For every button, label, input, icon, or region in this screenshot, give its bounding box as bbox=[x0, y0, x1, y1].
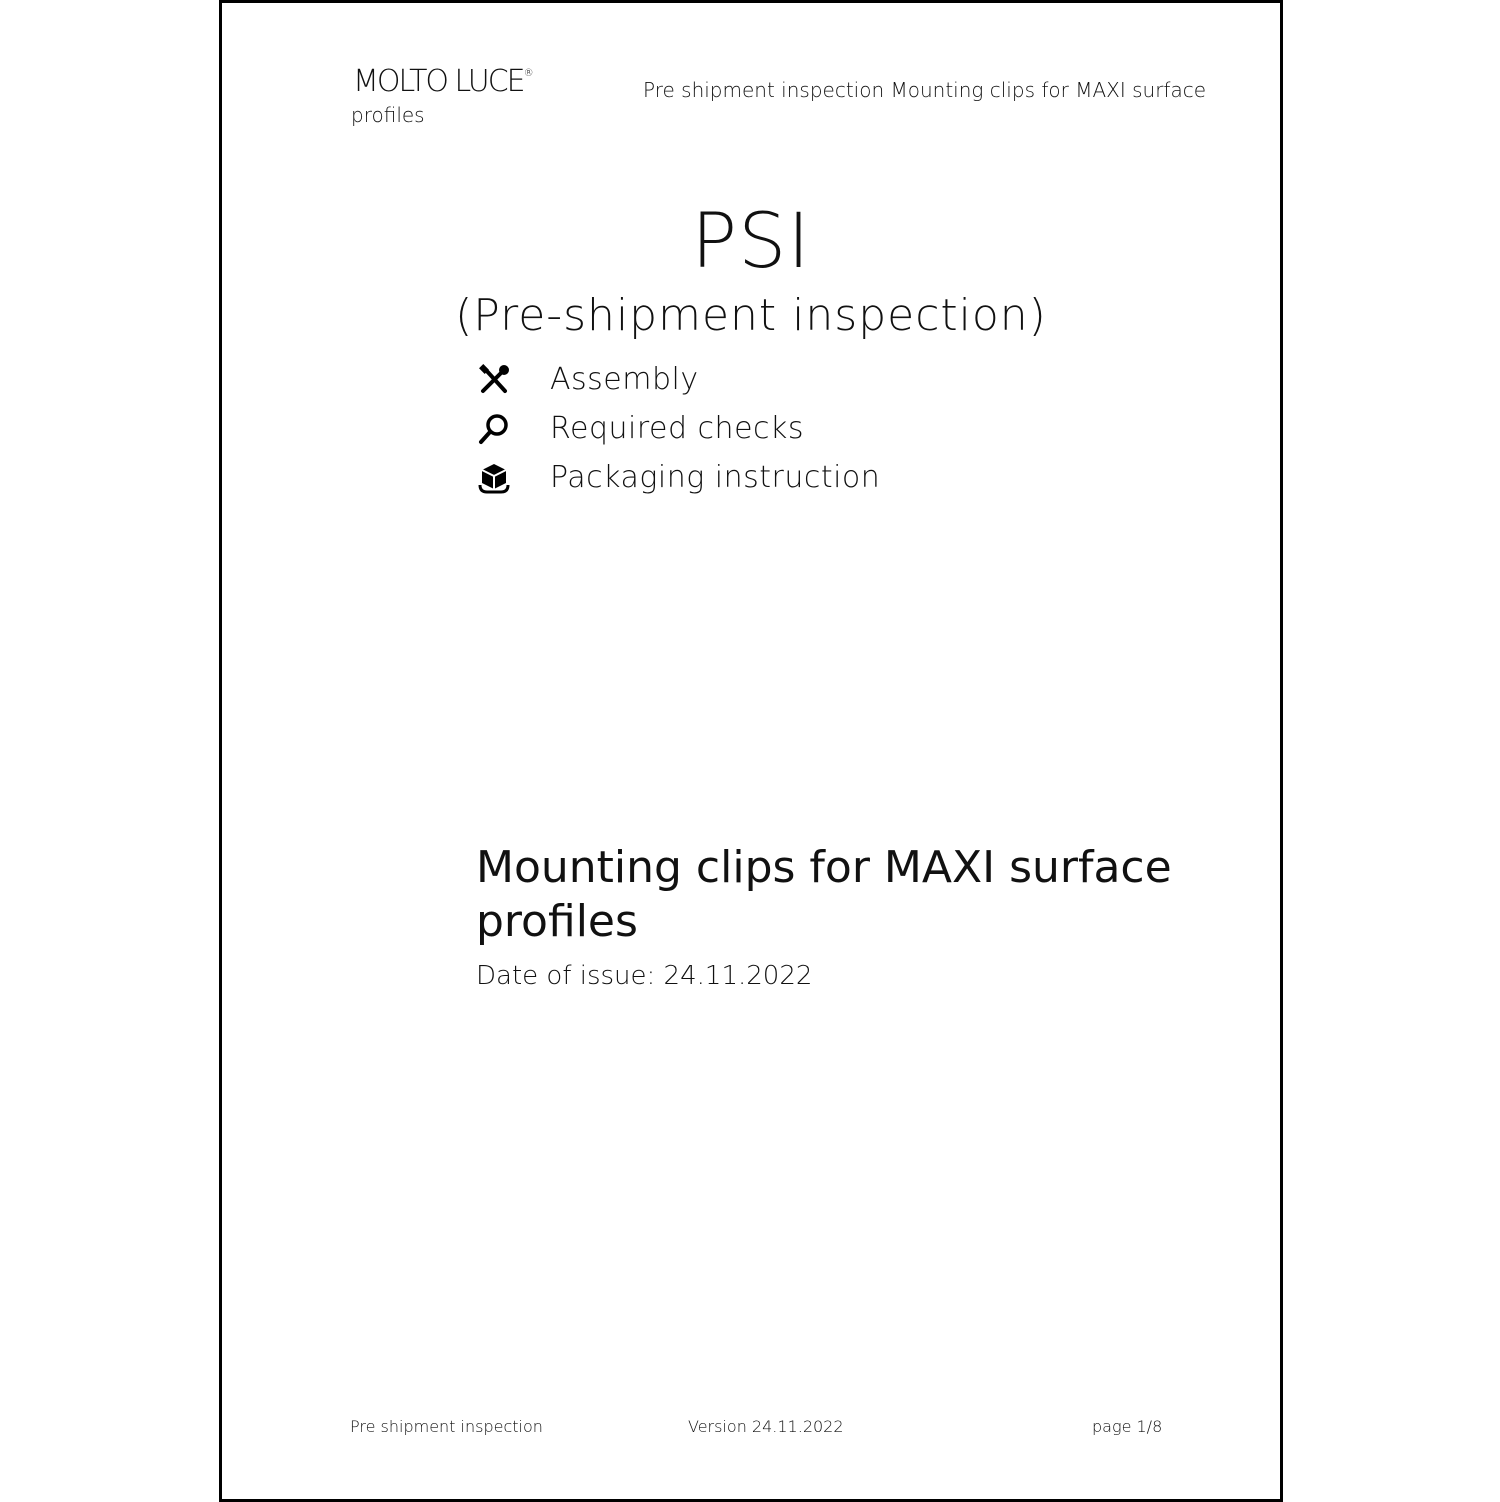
contents-list bbox=[476, 355, 881, 502]
footer-page-number: page 1/8 bbox=[1092, 1417, 1163, 1436]
date-of-issue: Date of issue: 24.11.2022 bbox=[476, 961, 813, 991]
page-subtitle: (Pre-shipment inspection) bbox=[455, 290, 1047, 341]
footer-left: Pre shipment inspection bbox=[350, 1417, 543, 1436]
header-title: Pre shipment inspection Mounting clips for MAXI surface bbox=[643, 78, 1207, 102]
contents-item-assembly bbox=[476, 355, 699, 404]
footer-version: Version 24.11.2022 bbox=[688, 1417, 844, 1436]
tools-icon bbox=[476, 362, 512, 398]
package-icon bbox=[476, 460, 512, 496]
document-page bbox=[219, 0, 1283, 1502]
page-title: PSI bbox=[691, 196, 811, 285]
contents-label: Packaging instruction bbox=[550, 460, 881, 495]
contents-label: Required checks bbox=[550, 411, 805, 446]
registered-mark: ® bbox=[523, 68, 534, 79]
brand-logo bbox=[353, 64, 534, 99]
logo-subtitle: profiles bbox=[351, 103, 425, 127]
magnifier-icon bbox=[476, 411, 512, 447]
contents-item-packaging bbox=[476, 453, 881, 502]
logo-text: MOLTO LUCE bbox=[353, 64, 524, 99]
product-name: Mounting clips for MAXI surface profiles bbox=[476, 842, 1172, 947]
contents-label: Assembly bbox=[550, 362, 699, 397]
contents-item-required-checks bbox=[476, 404, 805, 453]
